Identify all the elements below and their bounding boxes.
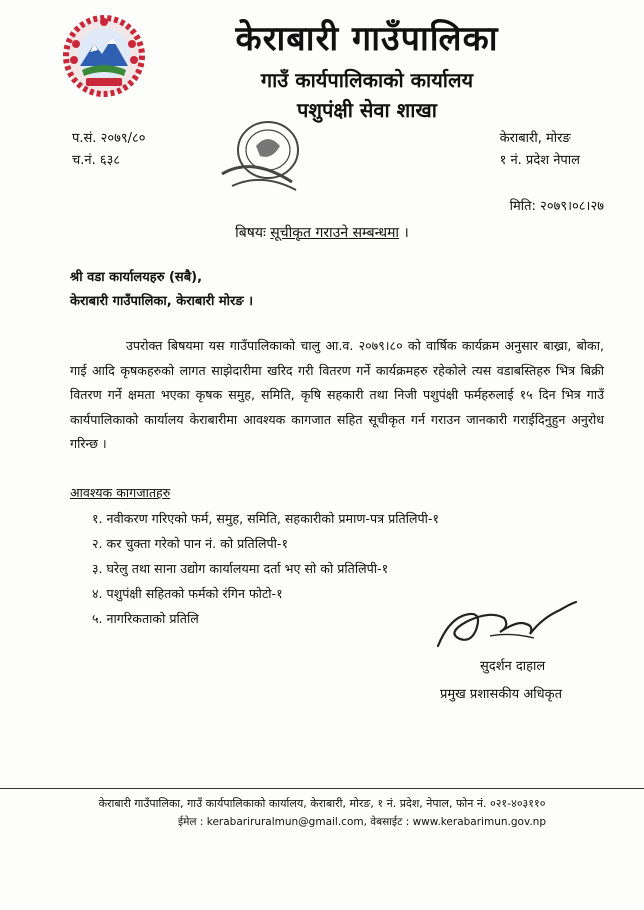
documents-heading: आवश्यक कागजातहरु [70, 485, 171, 500]
handwritten-signature [430, 596, 580, 652]
footer-divider [0, 788, 644, 789]
subject-text: सूचीकृत गराउने सम्बन्धमा [270, 225, 400, 241]
subject-label: बिषयः [235, 225, 266, 241]
chalani-number: च.नं. ६३८ [72, 153, 121, 168]
subject-line [0, 223, 644, 242]
documents-list [92, 506, 439, 631]
address-line-1: केराबारी, मोरङ [499, 131, 571, 146]
addressee-line-2: केराबारी गाउँपालिका, केराबारी मोरङ । [70, 294, 254, 309]
footer-address: केराबारी गाउँपालिका, गाउँ कार्यपालिकाको कार्यालय, केराबारी, मोरङ, १ नं. प्रदेश, नेपाल, फोन नं. ०२१-४०३११० [98, 797, 546, 810]
addressee-line-1: श्री वडा कार्यालयहरु (सबै), [70, 270, 203, 285]
letter-body: उपरोक्त बिषयमा यस गाउँपालिकाको चालु आ.व. २०७९।८० को वार्षिक कार्यक्रम अनुसार बाख्रा, बोका, गाई आदि कृषकहरुको लागत साझेदारीमा खरिद गरी वितरण गर्ने कार्यक्रमहरु रहेकोले त्यस वडाबस्तिहरु भित्र बिक्री वितरण गर्ने क्षमता भएका कृषक समुह, समिति, कृषि सहकारी तथा निजी पशुपंक्षी फर्महरुलाई १५ दिन भित्र गाउँ कार्यपालिकाको कार्यालय केराबारीमा आवश्यक कागजात सहित सूचीकृत गर्न गराउन जानकारी गराईदिनुहुन अनुरोध गरिन्छ । [70, 338, 604, 451]
subject-end: । [403, 225, 409, 241]
document-item: १. नवीकरण गरिएको फर्म, समुह, समिति, सहकारीको प्रमाण-पत्र प्रतिलिपी-१ [92, 511, 439, 526]
address-line-2: १ नं. प्रदेश नेपाल [499, 153, 580, 168]
municipality-emblem-icon [62, 14, 146, 98]
document-item: ४. पशुपंक्षी सहितको फर्मको रंगिन फोटो-१ [92, 586, 283, 601]
document-item: ३. घरेलु तथा साना उद्योग कार्यालयमा दर्ता भए सो को प्रतिलिपी-१ [92, 561, 389, 576]
letter-date: मिति: २०७९।०८।२७ [509, 199, 604, 214]
reference-block [72, 128, 146, 172]
addressee-block [70, 266, 253, 314]
office-name: गाउँ कार्यपालिकाको कार्यालय [260, 68, 474, 92]
patra-sankhya: प.सं. २०७९/८० [72, 131, 146, 146]
sender-address [500, 128, 580, 172]
footer-contact: ईमेल : kerabariruralmun@gmail.com, वेबसाईट : www.kerabarimun.gov.np [177, 816, 546, 828]
signatory-designation: प्रमुख प्रशासकीय अधिकृत [440, 687, 563, 702]
document-item: ५. नागरिकताको प्रतिलि [92, 611, 199, 626]
document-item: २. कर चुक्ता गरेको पान नं. को प्रतिलिपी-१ [92, 536, 289, 551]
municipality-title: केराबारी गाउँपालिका [235, 19, 499, 59]
signatory-name: सुदर्शन दाहाल [480, 659, 546, 674]
section-name: पशुपंक्षी सेवा शाखा [297, 98, 437, 122]
office-stamp [212, 116, 312, 194]
